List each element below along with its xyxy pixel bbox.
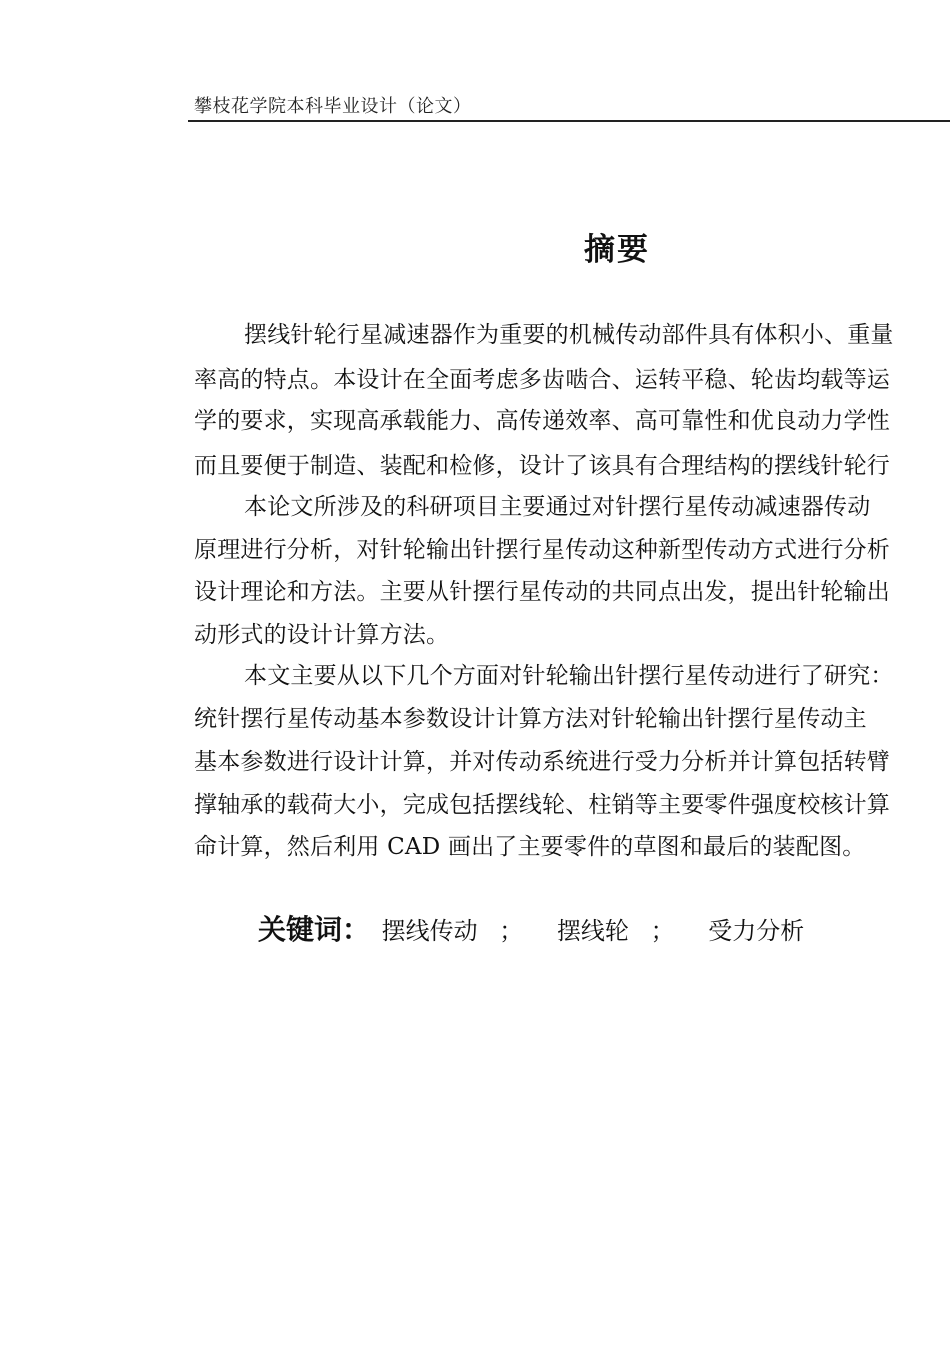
abstract-line-8: 动形式的设计计算方法。 (194, 622, 450, 648)
keywords-label: 关键词： (258, 913, 371, 946)
abstract-line-12: 撑轴承的载荷大小，完成包括摆线轮、柱销等主要零件强度校核计算 (194, 792, 890, 818)
abstract-line-13: 命计算，然后利用 CAD 画出了主要零件的草图和最后的装配图。 (194, 834, 866, 860)
page-header: 攀枝花学院本科毕业设计（论文） (194, 96, 472, 117)
abstract-line-6: 原理进行分析，对针轮输出针摆行星传动这种新型传动方式进行分析 (194, 537, 890, 563)
abstract-line-9: 本文主要从以下几个方面对针轮输出针摆行星传动进行了研究： (244, 663, 894, 689)
abstract-title: 摘要 (584, 232, 650, 268)
abstract-line-3: 学的要求，实现高承载能力、高传递效率、高可靠性和优良动力学性 (194, 408, 890, 434)
abstract-line-1: 摆线针轮行星减速器作为重要的机械传动部件具有体积小、重量 (244, 322, 894, 348)
abstract-line-2: 率高的特点。本设计在全面考虑多齿啮合、运转平稳、轮齿均载等运 (194, 367, 890, 393)
keyword-3: 受力分析 (708, 917, 805, 945)
keyword-separator: ； (499, 917, 524, 945)
keyword-2: 摆线轮 (556, 917, 629, 945)
keyword-1: 摆线传动 (381, 917, 478, 945)
keyword-separator: ； (650, 917, 675, 945)
abstract-line-5: 本论文所涉及的科研项目主要通过对针摆行星传动减速器传动 (244, 494, 871, 520)
keywords-row (258, 908, 804, 948)
abstract-line-7: 设计理论和方法。主要从针摆行星传动的共同点出发，提出针轮输出 (194, 579, 890, 605)
abstract-line-11: 基本参数进行设计计算，并对传动系统进行受力分析并计算包括转臂 (194, 749, 890, 775)
abstract-line-4: 而且要便于制造、装配和检修，设计了该具有合理结构的摆线针轮行 (194, 453, 890, 479)
abstract-line-10: 统针摆行星传动基本参数设计计算方法对针轮输出针摆行星传动主 (194, 706, 867, 732)
